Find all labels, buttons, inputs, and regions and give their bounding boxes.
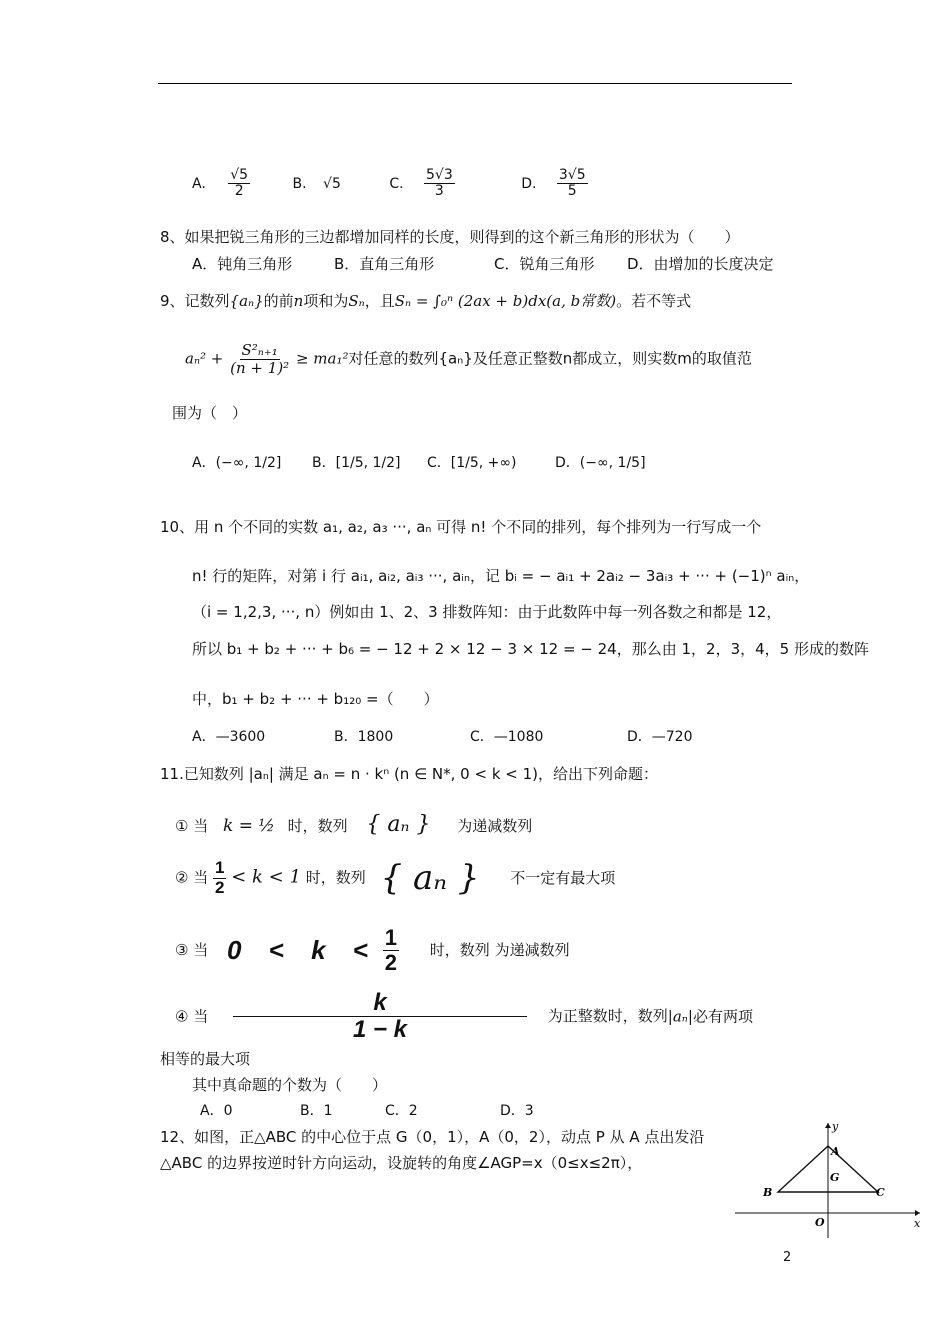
q9-ineq-right: ≥ ma₁² — [295, 349, 349, 368]
q11-p4-mid: 为正整数时，数列 — [547, 1007, 668, 1026]
q9-ineq-fraction — [228, 342, 291, 376]
q11-p2-seq: { aₙ } — [380, 858, 480, 898]
q11-p4-fraction — [235, 990, 525, 1044]
q10-d: D．—720 — [627, 729, 693, 745]
q11-p3-math: 0 < k < — [227, 935, 378, 966]
q11-ask: 其中真命题的个数为（ ） — [192, 1076, 388, 1094]
q9-ineq-den: (n + 1)² — [230, 358, 290, 377]
q9-cond: 对任意的数列{aₙ}及任意正整数n都成立，则实数m的取值范 — [348, 349, 752, 368]
label-c: C — [876, 1186, 885, 1199]
q9-inequality-line — [185, 342, 752, 376]
q7-options — [192, 168, 588, 200]
q9-seq: {aₙ} — [229, 292, 264, 310]
q8-stem: 8、如果把锐三角形的三边都增加同样的长度，则得到的这个新三角形的形状为（ ） — [160, 228, 740, 246]
q11-p3 — [175, 926, 570, 975]
q8-b: B．直角三角形 — [334, 255, 435, 273]
q9-mid3: ，且 — [364, 292, 395, 310]
label-y: y — [832, 1120, 839, 1133]
q11-p1-math: k = ½ — [223, 816, 275, 836]
q9-b: B．[1/5, 1/2] — [312, 455, 401, 471]
triangle-figure — [730, 1118, 925, 1244]
q8-a: A．钝角三角形 — [192, 255, 293, 273]
q10-line5: 中，b₁ + b₂ + ··· + b₁₂₀ =（ ） — [192, 690, 439, 708]
q11-p4-cont: 相等的最大项 — [160, 1050, 251, 1068]
q10-b: B．1800 — [334, 729, 394, 745]
q8-c: C．锐角三角形 — [494, 255, 595, 273]
q11-p1-prefix: ① 当 — [175, 817, 209, 835]
q11-p3-den: 2 — [384, 950, 397, 976]
x-axis-arrow — [915, 1210, 920, 1216]
q9-mid1: 的前 — [263, 292, 294, 310]
label-o: O — [815, 1216, 825, 1229]
q11-b: B．1 — [300, 1103, 333, 1119]
q7-d-label: D. — [521, 175, 537, 192]
q7-a-num: √5 — [230, 167, 249, 183]
q9-cond2: 围为（ ） — [172, 404, 248, 422]
q9-tail: 。若不等式 — [616, 292, 692, 310]
q7-c-label: C. — [389, 175, 404, 192]
label-b: B — [763, 1186, 773, 1199]
q11-p1-tail: 为递减数列 — [457, 817, 533, 835]
q11-a: A．0 — [200, 1103, 233, 1119]
q11-d: D．3 — [500, 1103, 534, 1119]
q11-stem: 11.已知数列 |aₙ| 满足 aₙ = n · kⁿ (n ∈ N*, 0 < k < 1)，给出下列命题： — [160, 765, 659, 783]
q11-p2 — [175, 858, 615, 898]
q9-ineq-left: aₙ² + — [185, 349, 224, 368]
q11-p4-tail: 必有两项 — [692, 1007, 753, 1026]
q7-b-val: √5 — [323, 175, 341, 192]
q9-prefix: 9、记数列 — [160, 292, 230, 310]
label-g: G — [830, 1171, 840, 1184]
q11-p2-prefix: ② 当 — [175, 868, 209, 887]
q11-p4-prefix: ④ 当 — [175, 1007, 209, 1026]
q11-p2-tail: 不一定有最大项 — [510, 868, 616, 887]
page-number: 2 — [783, 1250, 792, 1265]
q11-c: C．2 — [385, 1103, 418, 1119]
q9-mid2: 项和为 — [303, 292, 349, 310]
q11-p4-seq: |aₙ| — [667, 1007, 693, 1026]
q11-p2-den: 2 — [215, 877, 225, 897]
q11-p2-math: < k < 1 — [231, 866, 301, 888]
q12-line1: 12、如图，正△ABC 的中心位于点 G（0，1），A（0，2），动点 P 从 A 点出发沿 — [160, 1128, 705, 1146]
q11-p3-fraction — [383, 926, 399, 975]
q9-stem-line — [160, 290, 691, 311]
q10-line2: n! 行的矩阵，对第 i 行 aᵢ₁, aᵢ₂, aᵢ₃ ···, aᵢₙ，记 bᵢ = − aᵢ₁ + 2aᵢ₂ − 3aᵢ₃ + ··· + (−1)ⁿ aᵢₙ， — [192, 567, 810, 585]
q7-c-den: 3 — [434, 183, 444, 200]
q7-c-num: 5√3 — [426, 167, 453, 183]
q11-p2-fraction — [213, 859, 226, 897]
q9-integral: Sₙ = ∫₀ⁿ (2ax + b)dx(a, b常数) — [394, 292, 617, 310]
q9-ineq-num: S²ₙ₊₁ — [241, 341, 278, 359]
q7-c-fraction — [424, 168, 455, 200]
y-axis-arrow — [825, 1123, 831, 1128]
header-rule — [158, 83, 792, 84]
q7-d-fraction — [557, 168, 588, 200]
q7-a-fraction — [228, 168, 250, 200]
q11-p3-num: 1 — [384, 925, 397, 950]
q7-d-num: 3√5 — [558, 167, 586, 183]
q11-p4 — [175, 990, 753, 1044]
q11-p3-mid: 时，数列 — [429, 941, 490, 960]
q7-b-label: B. — [292, 175, 307, 192]
q11-p2-mid: 时，数列 — [305, 868, 366, 887]
label-x: x — [914, 1217, 921, 1230]
q8-d: D．由增加的长度决定 — [627, 255, 774, 273]
q9-n: n — [293, 292, 304, 310]
q9-sn: Sₙ — [348, 292, 365, 310]
q9-c: C．[1/5, +∞) — [427, 455, 517, 471]
q7-a-label: A. — [192, 175, 206, 192]
q9-a: A．(−∞, 1/2] — [192, 455, 282, 471]
q10-line3: （i = 1,2,3, ···, n）例如由 1、2、3 排数阵知：由于此数阵中每一列各数之和都是 12， — [192, 603, 782, 621]
q11-p3-prefix: ③ 当 — [175, 941, 209, 960]
q10-a: A．—3600 — [192, 729, 266, 745]
q12-line2: △ABC 的边界按逆时针方向运动，设旋转的角度∠AGP=x（0≤x≤2π）， — [160, 1154, 643, 1172]
q11-p1-seq: { aₙ } — [366, 812, 431, 837]
q11-p1 — [175, 812, 532, 837]
q11-p1-mid: 时，数列 — [287, 817, 348, 835]
q7-d-den: 5 — [567, 183, 577, 200]
label-a: A — [831, 1145, 840, 1158]
q9-d: D．(−∞, 1/5] — [555, 455, 646, 471]
q11-p2-num: 1 — [215, 857, 225, 877]
q10-line1: 10、用 n 个不同的实数 a₁, a₂, a₃ ···, aₙ 可得 n! 个不同的排列，每个排列为一行写成一个 — [160, 518, 762, 536]
q7-a-den: 2 — [234, 183, 244, 200]
q11-p4-den: 1 − k — [352, 1016, 408, 1044]
q11-p4-num: k — [233, 990, 527, 1017]
q11-p3-tail: 为递减数列 — [494, 941, 570, 960]
q10-c: C．—1080 — [470, 729, 544, 745]
q10-line4: 所以 b₁ + b₂ + ··· + b₆ = − 12 + 2 × 12 − 3 × 12 = − 24，那么由 1，2，3，4，5 形成的数阵 — [192, 640, 869, 658]
